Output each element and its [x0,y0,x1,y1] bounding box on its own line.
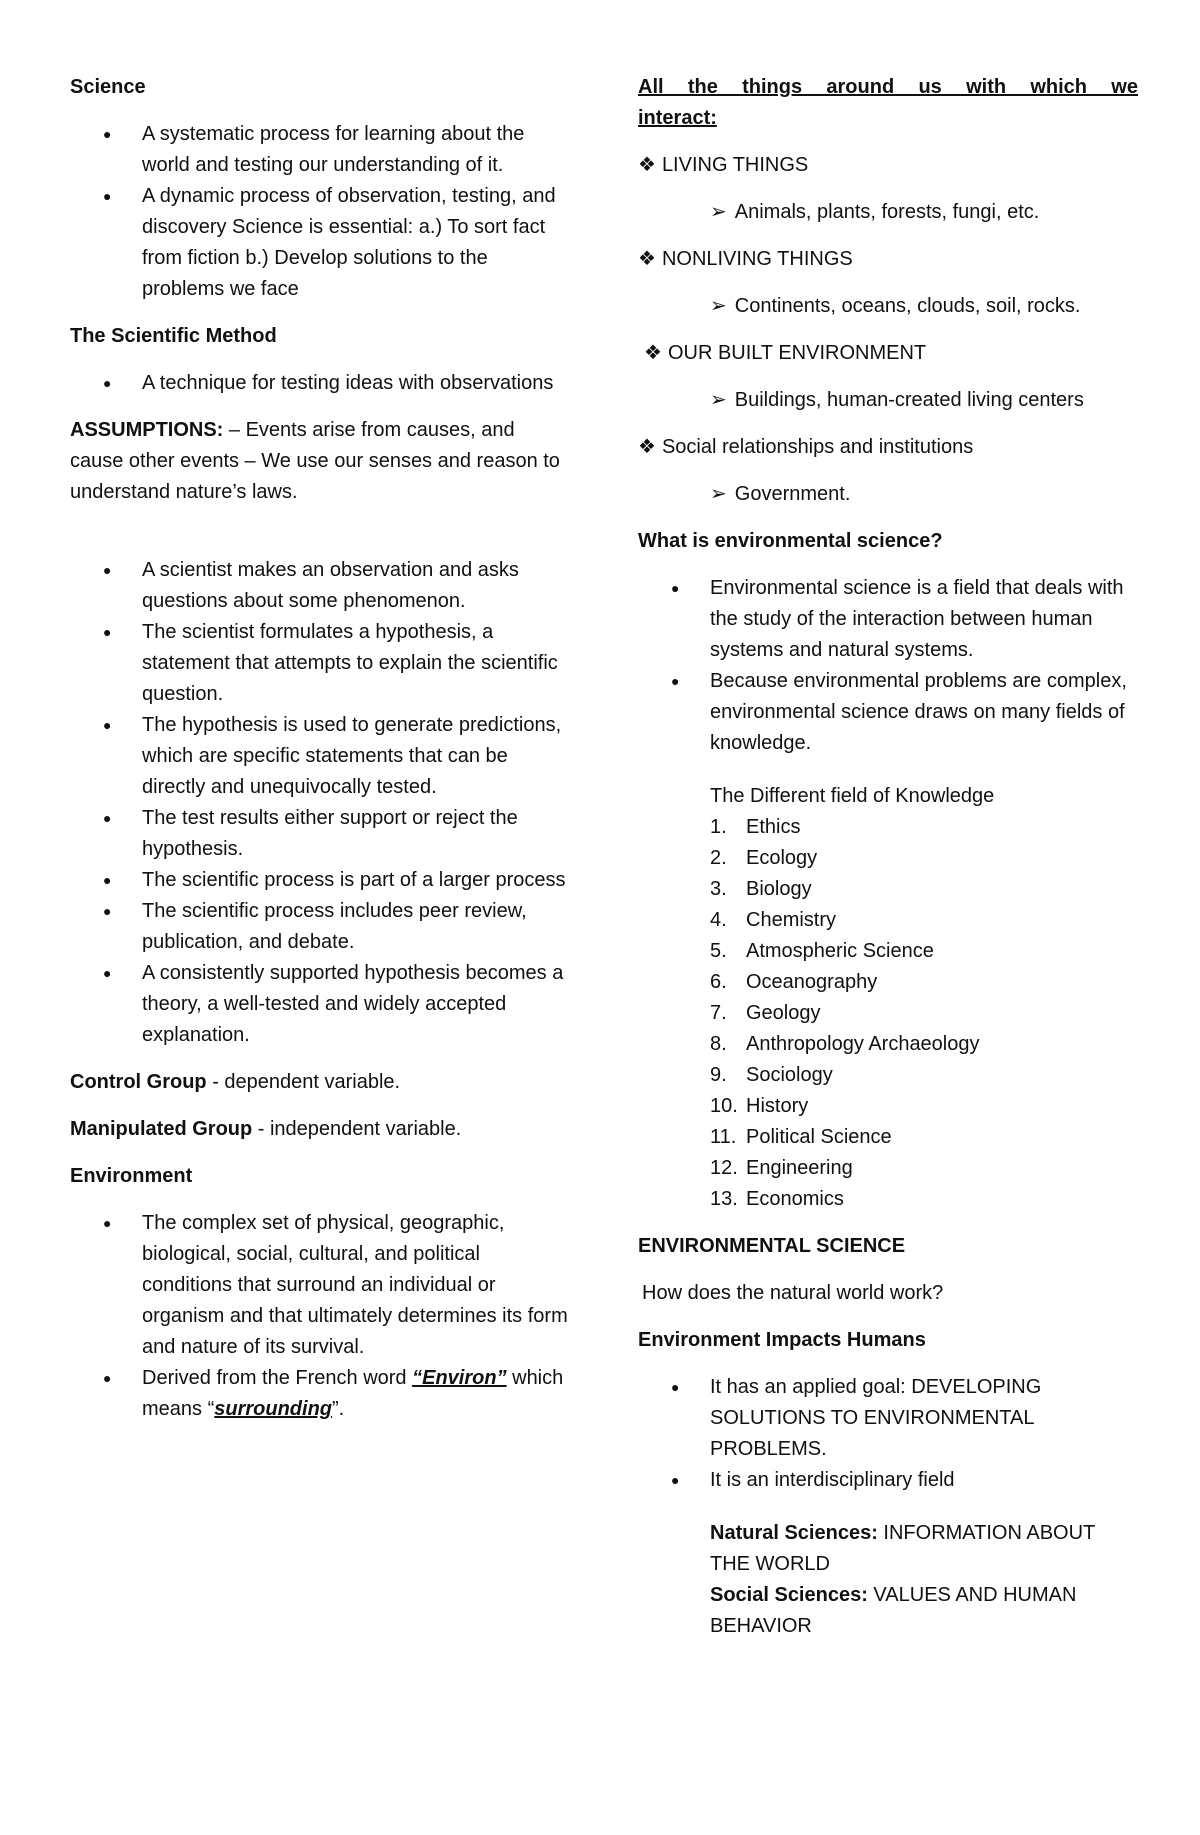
list-label: Sociology [746,1064,833,1086]
living-things-label: LIVING THINGS [661,154,809,176]
list-number: 12. [710,1157,738,1179]
list-item: ● A systematic process for learning about the world and testing our understanding of it. [70,119,570,181]
list-label: Political Science [746,1126,892,1148]
list-label: History [746,1095,809,1117]
things-around-us-title-line1: All the things around us with which we [638,76,1138,98]
manipulated-group-label: Manipulated Group [70,1118,253,1140]
list-item: ● The scientific process is part of a larger process [70,865,570,896]
control-group-line [70,1067,570,1098]
environ-post: ”. [332,1398,345,1420]
list-label: Atmospheric Science [746,940,934,962]
surrounding-word: surrounding [214,1398,333,1420]
nonliving-things-label: NONLIVING THINGS [661,248,853,270]
spacer [70,524,570,555]
list-number: 5. [710,940,727,962]
list-item: ● A technique for testing ideas with observations [70,368,570,399]
fields-list [710,812,1138,1215]
arrow-bullet-icon: ➢ [710,389,727,411]
manipulated-group-line [70,1114,570,1145]
living-things-item [638,150,1138,181]
list-label: Engineering [746,1157,853,1179]
list-item [710,874,1138,905]
list-number: 13. [710,1188,738,1210]
arrow-bullet-icon: ➢ [710,483,727,505]
list-label: Economics [746,1188,844,1210]
list-item [710,1029,1138,1060]
list-item [70,1363,570,1425]
assumptions-label: ASSUMPTIONS: [70,419,224,441]
what-is-envsci-bullets [638,573,1138,759]
fields-heading: The Different field of Knowledge [710,785,995,807]
diamond-bullet-icon: ❖ [638,248,656,270]
list-item: ● Because environmental problems are complex, environmental science draws on many fields of knowledge. [638,666,1138,759]
environ-pre: Derived from the French word [142,1367,413,1389]
list-item [710,1122,1138,1153]
list-item [710,1060,1138,1091]
list-item: ● A dynamic process of observation, testing, and discovery Science is essential: a.) To sort fact from fiction b.) Develop solutions to the problems we face [70,181,570,305]
method-bullets [70,368,570,399]
list-number: 9. [710,1064,727,1086]
list-item [710,905,1138,936]
list-item [710,936,1138,967]
control-group-label: Control Group [70,1071,207,1093]
list-number: 1. [710,816,727,838]
nonliving-things-sub [710,291,1138,322]
science-heading: Science [70,76,146,98]
list-label: Anthropology Archaeology [746,1033,980,1055]
scientific-steps-list [70,555,570,1051]
science-bullets [70,119,570,305]
list-item [710,998,1138,1029]
list-label: Geology [746,1002,821,1024]
environ-word: “Environ” [412,1367,507,1389]
environ-mid: which means “ [142,1367,564,1420]
social-relationships-label: Social relationships and institutions [661,436,974,458]
manipulated-group-text: - independent variable. [252,1118,462,1140]
scientific-method-heading: The Scientific Method [70,325,277,347]
list-item [710,1091,1138,1122]
left-column [70,72,570,1441]
list-number: 3. [710,878,727,900]
living-things-sub [710,197,1138,228]
list-number: 10. [710,1095,738,1117]
list-label: Chemistry [746,909,837,931]
environment-heading: Environment [70,1165,193,1187]
social-sciences-line [710,1580,1138,1642]
list-item: ● It is an interdisciplinary field [638,1465,1138,1496]
list-item: ● Environmental science is a field that deals with the study of the interaction between human systems and natural systems. [638,573,1138,666]
natural-sciences-text: INFORMATION ABOUT THE WORLD [710,1522,1095,1575]
social-relationships-item [638,432,1138,463]
built-environment-sub-text: Buildings, human-created living centers [734,389,1084,411]
impacts-bullets [638,1372,1138,1496]
control-group-text: - dependent variable. [206,1071,401,1093]
list-item [710,1184,1138,1215]
list-number: 4. [710,909,727,931]
list-item: ● The scientist formulates a hypothesis, a statement that attempts to explain the scientific question. [70,617,570,710]
things-around-us-title-line2: interact: [638,107,717,129]
list-item: ● A consistently supported hypothesis becomes a theory, a well-tested and widely accepted explanation. [70,958,570,1051]
social-relationships-sub-text: Government. [734,483,851,505]
arrow-bullet-icon: ➢ [710,295,727,317]
living-things-sub-text: Animals, plants, forests, fungi, etc. [734,201,1040,223]
nonliving-things-item [638,244,1138,275]
list-number: 11. [710,1126,737,1148]
spacer [638,759,1138,781]
list-item: ● The hypothesis is used to generate predictions, which are specific statements that can be directly and unequivocally tested. [70,710,570,803]
what-is-envsci-heading: What is environmental science? [638,530,943,552]
built-environment-item [644,338,1138,369]
assumptions-text: – Events arise from causes, and cause other events – We use our senses and reason to understand nature’s laws. [70,419,560,503]
diamond-bullet-icon: ❖ [638,154,656,176]
list-number: 7. [710,1002,727,1024]
diamond-bullet-icon: ❖ [638,436,656,458]
list-number: 2. [710,847,727,869]
list-label: Ethics [746,816,801,838]
environmental-science-heading: ENVIRONMENTAL SCIENCE [638,1235,906,1257]
list-item [710,812,1138,843]
nonliving-things-sub-text: Continents, oceans, clouds, soil, rocks. [734,295,1081,317]
list-item [710,1153,1138,1184]
social-relationships-sub [710,479,1138,510]
list-number: 6. [710,971,727,993]
list-item: ● The complex set of physical, geographic, biological, social, cultural, and political conditions that surround an individual or organism and that ultimately determines its form and nature of its survival. [70,1208,570,1363]
list-item: ● It has an applied goal: DEVELOPING SOLUTIONS TO ENVIRONMENTAL PROBLEMS. [638,1372,1138,1465]
natural-sciences-line [710,1518,1138,1580]
list-item: ● A scientist makes an observation and asks questions about some phenomenon. [70,555,570,617]
list-item [710,967,1138,998]
impacts-heading: Environment Impacts Humans [638,1329,926,1351]
list-item: ● The scientific process includes peer review, publication, and debate. [70,896,570,958]
arrow-bullet-icon: ➢ [710,201,727,223]
natural-sciences-label: Natural Sciences: [710,1522,878,1544]
built-environment-label: OUR BUILT ENVIRONMENT [667,342,927,364]
list-label: Oceanography [746,971,878,993]
list-label: Ecology [746,847,818,869]
assumptions-paragraph [70,415,570,508]
spacer [638,1496,1138,1518]
natural-world-question: How does the natural world work? [642,1282,944,1304]
right-column [638,72,1138,1642]
built-environment-sub [710,385,1138,416]
diamond-bullet-icon: ❖ [644,342,662,364]
social-sciences-text: VALUES AND HUMAN BEHAVIOR [710,1584,1077,1637]
social-sciences-label: Social Sciences: [710,1584,868,1606]
list-item [710,843,1138,874]
list-label: Biology [746,878,812,900]
list-item: ● The test results either support or reject the hypothesis. [70,803,570,865]
environment-bullets [70,1208,570,1425]
list-number: 8. [710,1033,727,1055]
